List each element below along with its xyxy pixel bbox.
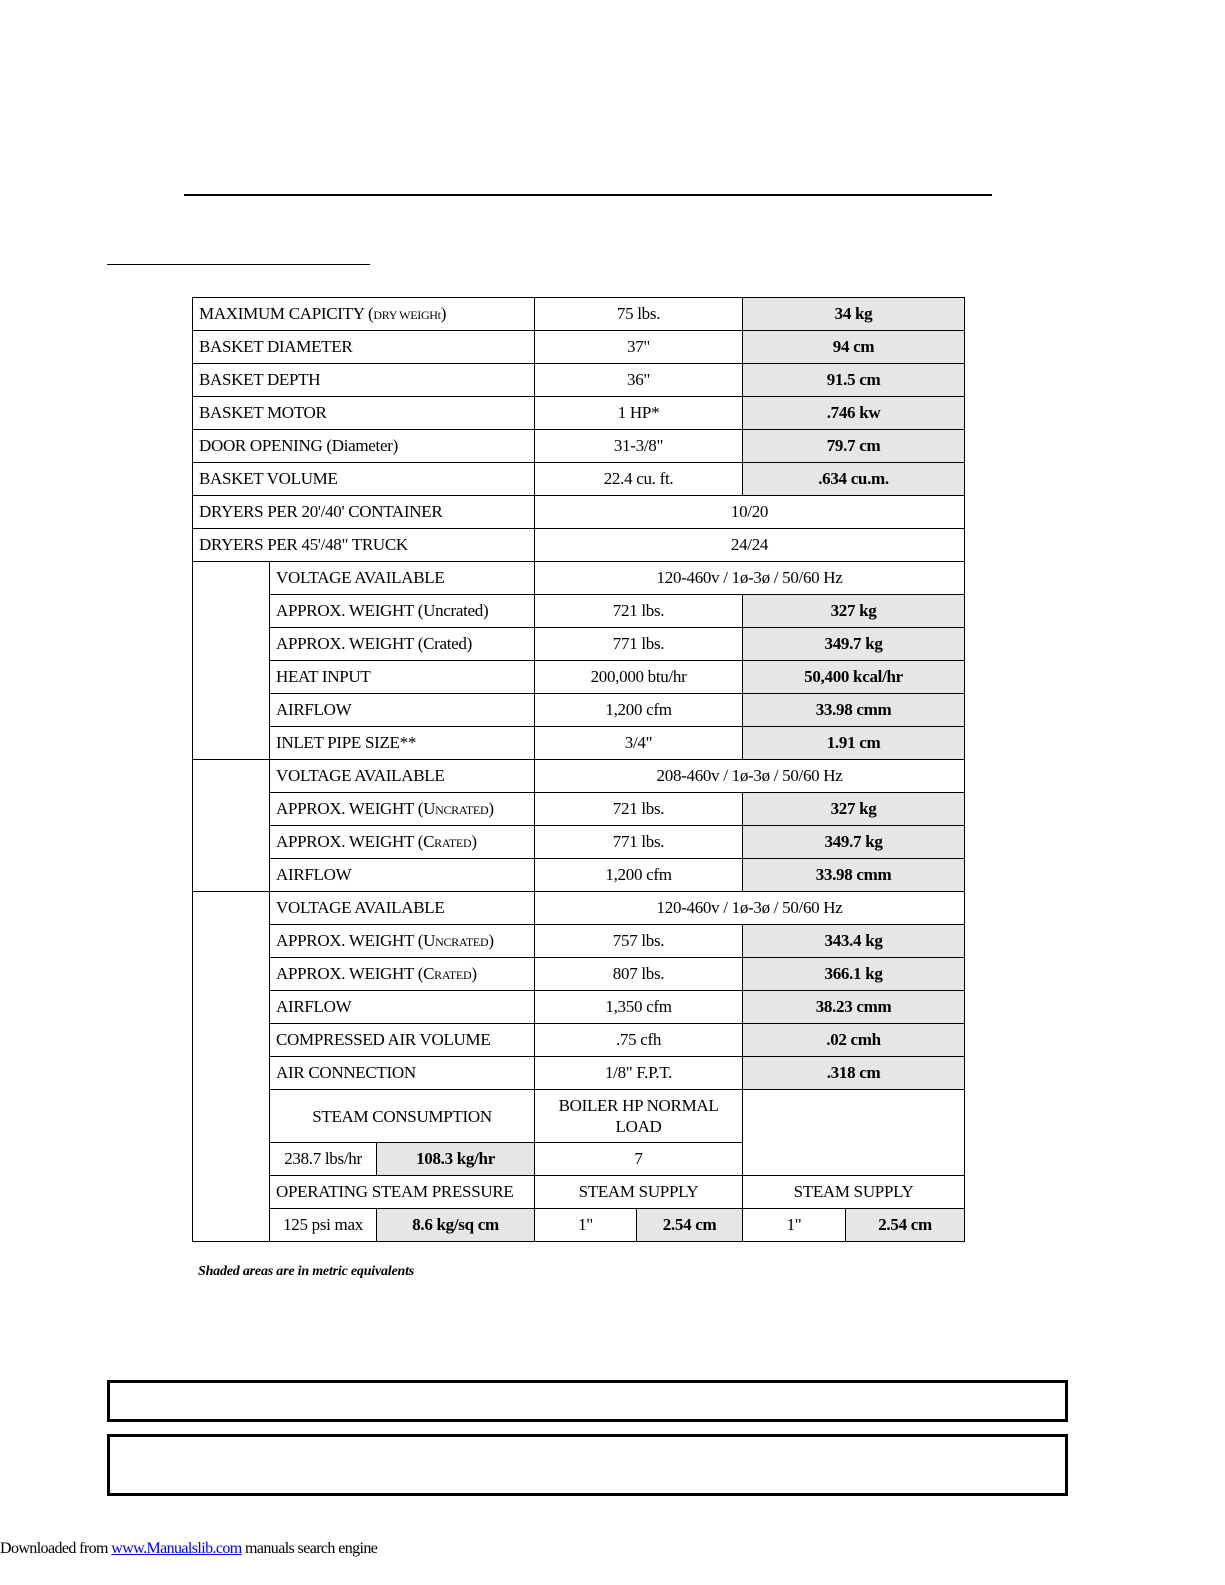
metric-value: 349.7 kg	[743, 826, 965, 859]
table-row	[193, 859, 965, 892]
row-label: MAXIMUM CAPICITY (DRY WEIGHt)	[193, 298, 535, 331]
shading-note: Shaded areas are in metric equivalents	[198, 1264, 415, 1279]
table-row	[193, 1057, 965, 1090]
table-row	[193, 1176, 965, 1209]
us-value: 1,350 cfm	[535, 991, 743, 1024]
steam-supply-label: STEAM SUPPLY	[535, 1176, 743, 1209]
us-value: 1"	[743, 1209, 846, 1242]
row-label: DOOR OPENING (Diameter)	[193, 430, 535, 463]
row-value: 120-460v / 1ø-3ø / 50/60 Hz	[535, 892, 965, 925]
us-value: 1,200 cfm	[535, 694, 743, 727]
metric-value: 2.54 cm	[846, 1209, 965, 1242]
metric-value: 2.54 cm	[637, 1209, 743, 1242]
metric-value: 327 kg	[743, 793, 965, 826]
table-row	[193, 1209, 965, 1242]
row-label: OPERATING STEAM PRESSURE	[270, 1176, 535, 1209]
steam-group-cell	[193, 892, 270, 1242]
table-row	[193, 430, 965, 463]
table-row	[193, 1090, 965, 1143]
table-row	[193, 628, 965, 661]
metric-value: 343.4 kg	[743, 925, 965, 958]
metric-value: 327 kg	[743, 595, 965, 628]
row-value: 208-460v / 1ø-3ø / 50/60 Hz	[535, 760, 965, 793]
table-row	[193, 991, 965, 1024]
notice-box	[107, 1380, 1068, 1422]
metric-value: 94 cm	[743, 331, 965, 364]
specifications-table	[192, 297, 965, 1242]
metric-value: .02 cmh	[743, 1024, 965, 1057]
boiler-hp-label: BOILER HP NORMAL LOAD	[535, 1090, 743, 1143]
us-value: 771 lbs.	[535, 628, 743, 661]
metric-value: 50,400 kcal/hr	[743, 661, 965, 694]
row-label: BASKET DEPTH	[193, 364, 535, 397]
row-label: AIRFLOW	[270, 859, 535, 892]
electric-group-cell	[193, 760, 270, 892]
metric-value: 33.98 cmm	[743, 859, 965, 892]
metric-value: 366.1 kg	[743, 958, 965, 991]
metric-value: 34 kg	[743, 298, 965, 331]
gas-group-cell	[193, 562, 270, 760]
row-label: VOLTAGE AVAILABLE	[270, 892, 535, 925]
title-underline	[184, 194, 992, 196]
us-value: 1 HP*	[535, 397, 743, 430]
row-label: APPROX. WEIGHT (UNCRATED)	[270, 925, 535, 958]
us-value: 3/4"	[535, 727, 743, 760]
section-underline	[107, 264, 370, 265]
row-label: AIRFLOW	[270, 694, 535, 727]
metric-value: 33.98 cmm	[743, 694, 965, 727]
row-value: 10/20	[535, 496, 965, 529]
table-row	[193, 661, 965, 694]
table-row	[193, 925, 965, 958]
row-label: BASKET MOTOR	[193, 397, 535, 430]
table-row	[193, 529, 965, 562]
table-row	[193, 760, 965, 793]
row-label: APPROX. WEIGHT (Crated)	[270, 628, 535, 661]
us-value: 1,200 cfm	[535, 859, 743, 892]
us-value: 75 lbs.	[535, 298, 743, 331]
us-value: .75 cfh	[535, 1024, 743, 1057]
metric-value: 38.23 cmm	[743, 991, 965, 1024]
metric-value: .634 cu.m.	[743, 463, 965, 496]
boiler-hp-value: 7	[535, 1143, 743, 1176]
us-value: 200,000 btu/hr	[535, 661, 743, 694]
table-row	[193, 562, 965, 595]
us-value: 721 lbs.	[535, 793, 743, 826]
table-row	[193, 1024, 965, 1057]
metric-value: 79.7 cm	[743, 430, 965, 463]
row-label: AIR CONNECTION	[270, 1057, 535, 1090]
row-label: BASKET VOLUME	[193, 463, 535, 496]
empty-cell	[743, 1090, 965, 1176]
row-value: 24/24	[535, 529, 965, 562]
row-label: VOLTAGE AVAILABLE	[270, 760, 535, 793]
footer-prefix: Downloaded from	[0, 1540, 112, 1557]
metric-value: .318 cm	[743, 1057, 965, 1090]
table-row	[193, 694, 965, 727]
row-label: COMPRESSED AIR VOLUME	[270, 1024, 535, 1057]
row-label: DRYERS PER 45'/48" TRUCK	[193, 529, 535, 562]
us-value: 771 lbs.	[535, 826, 743, 859]
row-label: APPROX. WEIGHT (UNCRATED)	[270, 793, 535, 826]
us-value: 1"	[535, 1209, 637, 1242]
row-label: APPROX. WEIGHT (Uncrated)	[270, 595, 535, 628]
row-value: 120-460v / 1ø-3ø / 50/60 Hz	[535, 562, 965, 595]
row-label: DRYERS PER 20'/40' CONTAINER	[193, 496, 535, 529]
table-row	[193, 397, 965, 430]
table-row	[193, 463, 965, 496]
row-label: APPROX. WEIGHT (CRATED)	[270, 958, 535, 991]
table-row	[193, 826, 965, 859]
metric-value: 349.7 kg	[743, 628, 965, 661]
notice-box	[107, 1434, 1068, 1496]
us-value: 721 lbs.	[535, 595, 743, 628]
metric-value: 8.6 kg/sq cm	[377, 1209, 535, 1242]
metric-value: .746 kw	[743, 397, 965, 430]
table-row	[193, 595, 965, 628]
steam-supply-label: STEAM SUPPLY	[743, 1176, 965, 1209]
metric-value: 1.91 cm	[743, 727, 965, 760]
us-value: 238.7 lbs/hr	[270, 1143, 377, 1176]
table-row	[193, 364, 965, 397]
row-label: HEAT INPUT	[270, 661, 535, 694]
footer	[0, 1540, 377, 1558]
row-label: BASKET DIAMETER	[193, 331, 535, 364]
us-value: 125 psi max	[270, 1209, 377, 1242]
table-row	[193, 958, 965, 991]
table-row	[193, 331, 965, 364]
us-value: 36"	[535, 364, 743, 397]
steam-consumption-label: STEAM CONSUMPTION	[270, 1090, 535, 1143]
us-value: 807 lbs.	[535, 958, 743, 991]
us-value: 31-3/8"	[535, 430, 743, 463]
row-label: APPROX. WEIGHT (CRATED)	[270, 826, 535, 859]
manualslib-link[interactable]: www.Manualslib.com	[111, 1540, 242, 1557]
us-value: 37"	[535, 331, 743, 364]
us-value: 757 lbs.	[535, 925, 743, 958]
table-row	[193, 793, 965, 826]
table-row	[193, 496, 965, 529]
metric-value: 91.5 cm	[743, 364, 965, 397]
table-row	[193, 298, 965, 331]
us-value: 1/8" F.P.T.	[535, 1057, 743, 1090]
row-label: VOLTAGE AVAILABLE	[270, 562, 535, 595]
table-row	[193, 892, 965, 925]
us-value: 22.4 cu. ft.	[535, 463, 743, 496]
table-row	[193, 727, 965, 760]
footer-suffix: manuals search engine	[241, 1540, 378, 1557]
metric-value: 108.3 kg/hr	[377, 1143, 535, 1176]
row-label: INLET PIPE SIZE**	[270, 727, 535, 760]
row-label: AIRFLOW	[270, 991, 535, 1024]
